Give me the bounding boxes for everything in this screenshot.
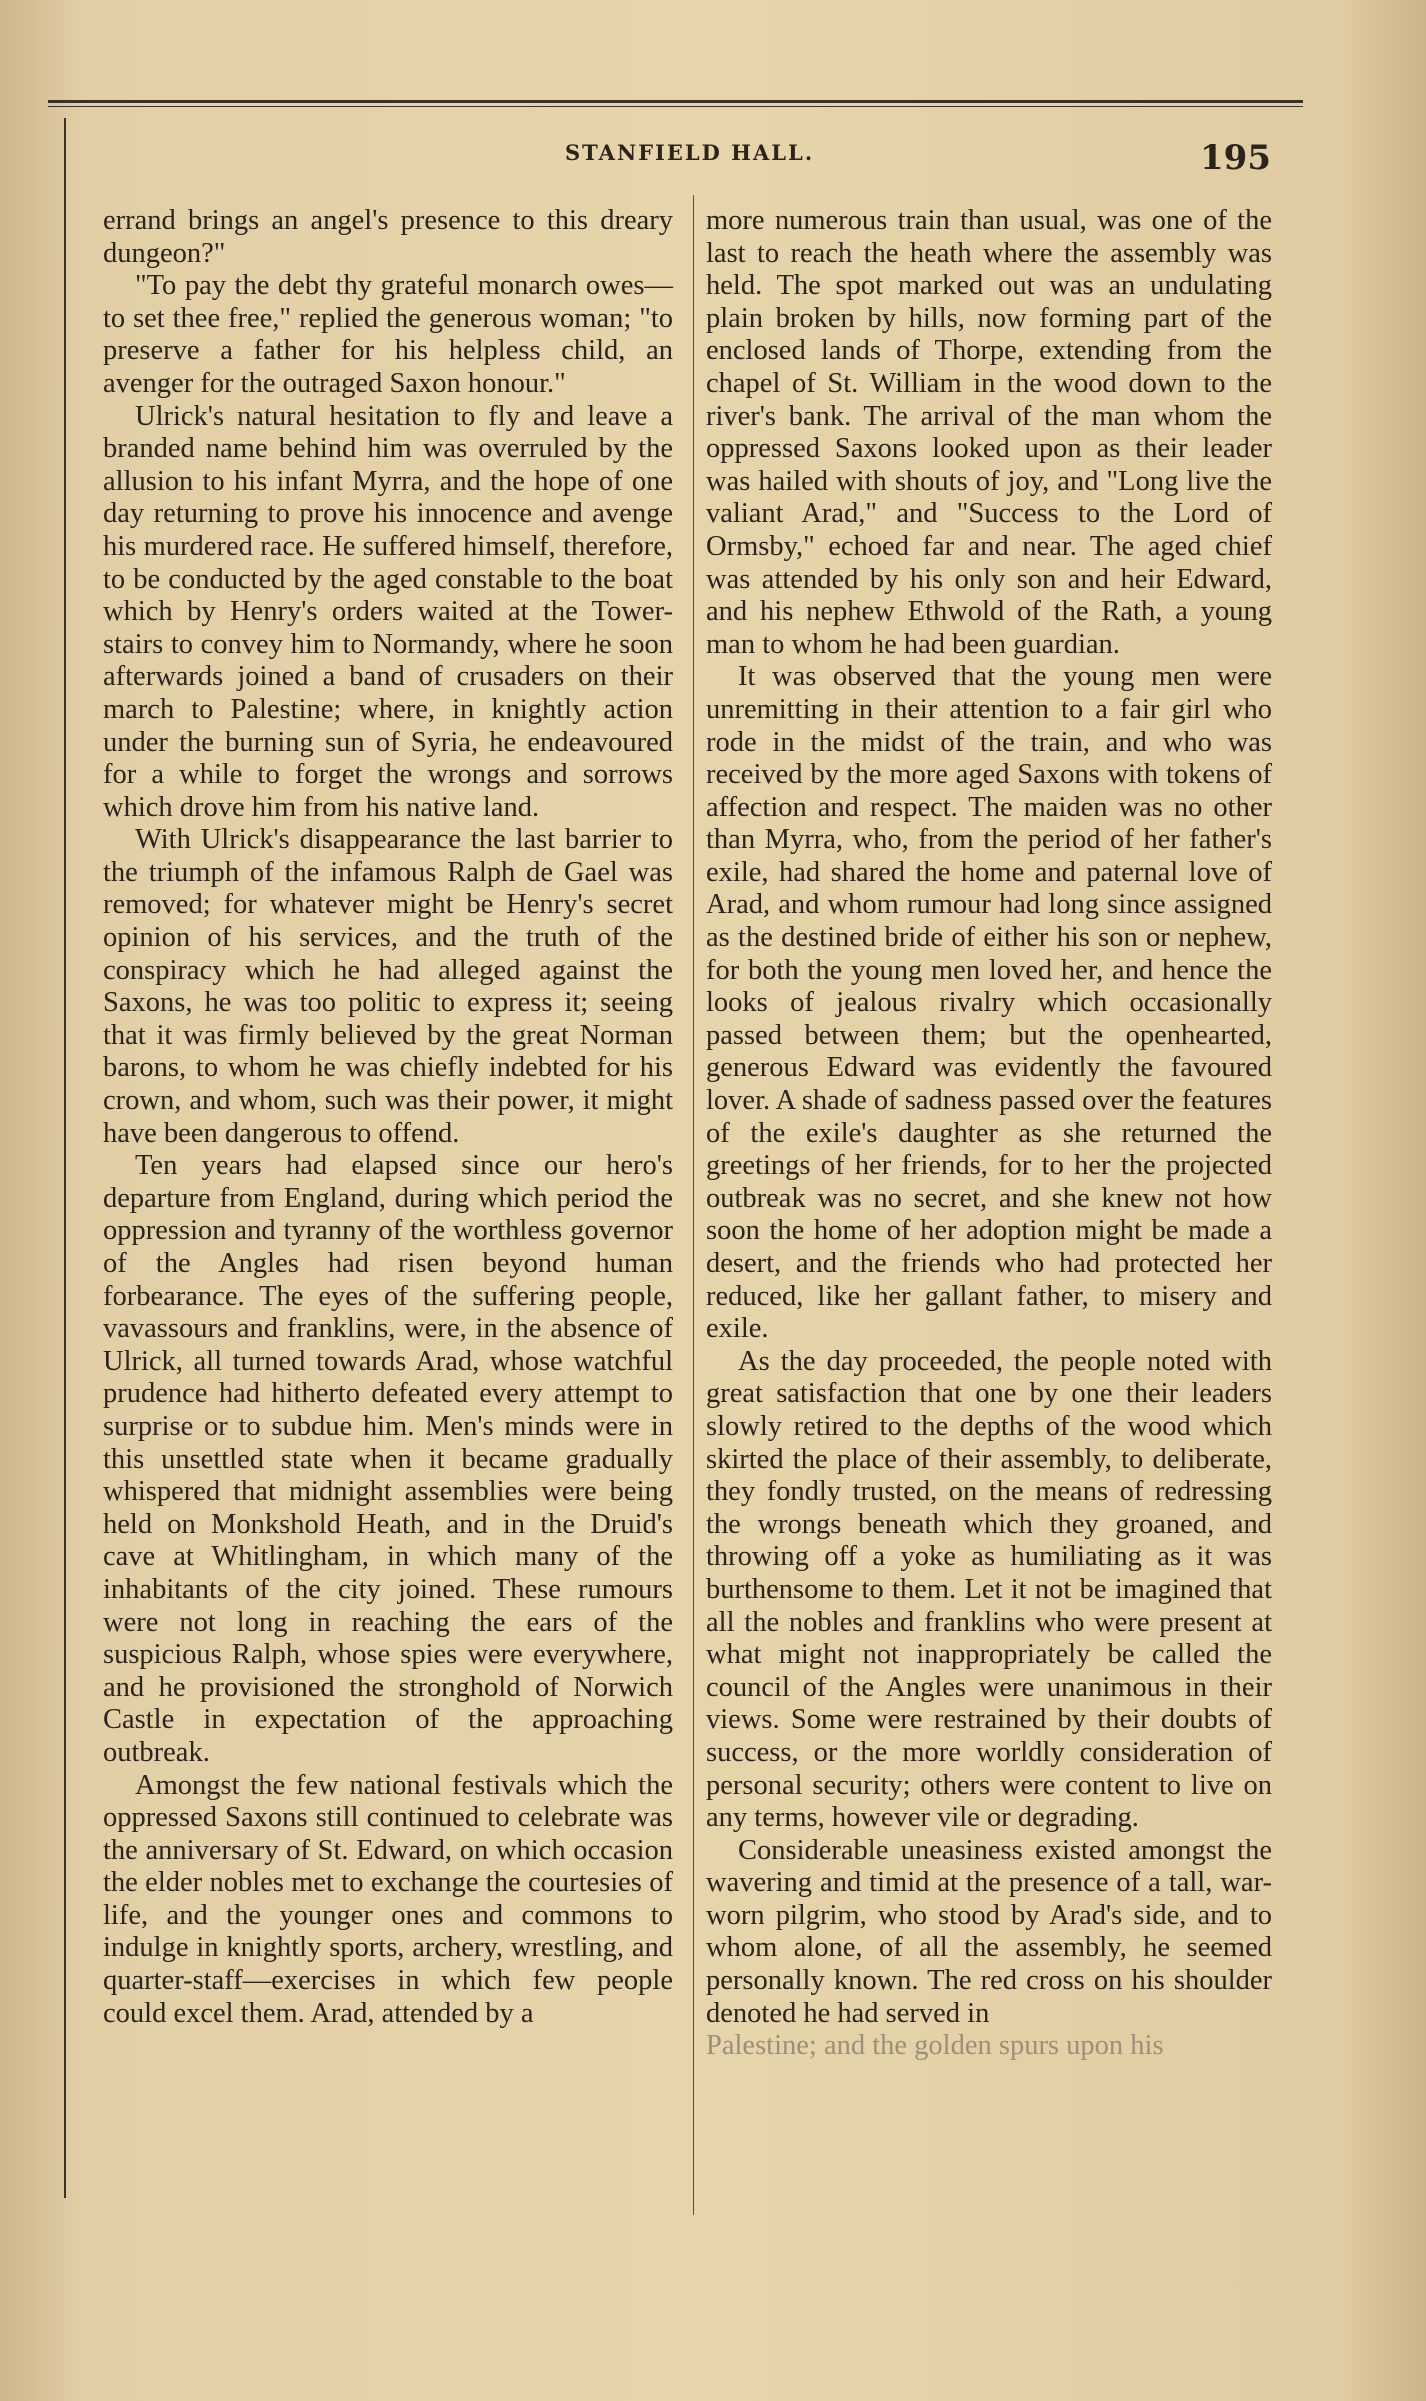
faded-last-line: Palestine; and the golden spurs upon his (706, 2030, 1164, 2062)
paragraph: errand brings an angel's presence to this dreary dungeon?" (103, 205, 673, 269)
paragraph: Ten years had elapsed since our hero's departure from England, during which period the oppression and tyranny of the worthless governor of the Angles had risen beyond human forbearance. The eyes of the suffering people, vavassours and franklins, were, in the absence of Ulrick, all turned towards Arad, whose watchful prudence had hitherto defeated every attempt to surprise or to subdue him. Men's minds were in this unsettled state when it became gradually whispered that midnight assemblies were being held on Monkshold Heath, and in the Druid's cave at Whitlingham, in which many of the inhabitants of the city joined. These rumours were not long in reaching the ears of the suspicious Ralph, whose spies were everywhere, and he provisioned the stronghold of Norwich Castle in expectation of the approaching outbreak. (103, 1150, 673, 1768)
paragraph: more numerous train than usual, was one of the last to reach the heath where the assembly was held. The spot marked out was an undulating plain broken by hills, now forming part of the enclosed lands of Thorpe, extending from the chapel of St. William in the wood down to the river's bank. The arrival of the man whom the oppressed Saxons looked upon as their leader was hailed with shouts of joy, and "Long live the valiant Arad," and "Success to the Lord of Ormsby," echoed far and near. The aged chief was attended by his only son and heir Edward, and his nephew Ethwold of the Rath, a young man to whom he had been guardian. (706, 205, 1272, 660)
paragraph: It was observed that the young men were unremitting in their attention to a fair girl who rode in the midst of the train, and who was received by the more aged Saxons with tokens of affection and respect. The maiden was no other than Myrra, who, from the period of her father's exile, had shared the home and paternal love of Arad, and whom rumour had long since assigned as the destined bride of either his son or nephew, for both the young men loved her, and hence the looks of jealous rivalry which occasionally passed between them; but the openhearted, generous Edward was evidently the favoured lover. A shade of sadness passed over the features of the exile's daughter as she returned the greetings of her friends, for to her the projected outbreak was no secret, and she knew not how soon the home of her adoption might be made a desert, and the friends who had protected her reduced, like her gallant father, to misery and exile. (706, 661, 1272, 1345)
left-column (103, 205, 673, 2030)
right-column (706, 205, 1272, 2063)
paragraph: Ulrick's natural hesitation to fly and leave a branded name behind him was overruled by the allusion to his infant Myrra, and the hope of one day returning to prove his innocence and avenge his murdered race. He suffered himself, therefore, to be conducted by the aged constable to the boat which by Henry's orders waited at the Tower-stairs to convey him to Normandy, where he soon afterwards joined a band of crusaders on their march to Palestine; where, in knightly action under the burning sun of Syria, he endeavoured for a while to forget the wrongs and sorrows which drove him from his native land. (103, 400, 673, 823)
left-border-rule (64, 118, 66, 2198)
paragraph: As the day proceeded, the people noted with great satisfaction that one by one their leaders slowly retired to the depths of the wood which skirted the place of their assembly, to deliberate, they fondly trusted, on the means of redressing the wrongs beneath which they groaned, and throwing off a yoke as humiliating as it was burthensome to them. Let it not be imagined that all the nobles and franklins who were present at what might not inappropriately be called the council of the Angles were unanimous in their views. Some were restrained by their doubts of success, or the more worldly consideration of personal security; others were content to live on any terms, however vile or degrading. (706, 1345, 1272, 1834)
paragraph: With Ulrick's disappearance the last barrier to the triumph of the infamous Ralph de Gael was removed; for whatever might be Henry's secret opinion of his services, and the truth of the conspiracy which he had alleged against the Saxons, he was too politic to express it; seeing that it was firmly believed by the great Norman barons, to whom he was chiefly indebted for his crown, and whom, such was their power, it might have been dangerous to offend. (103, 824, 673, 1149)
column-divider-rule (693, 195, 694, 2215)
paragraph: Considerable uneasiness existed amongst the wavering and timid at the presence of a tall, war-worn pilgrim, who stood by Arad's side, and to whom alone, of all the assembly, he seemed personally known. The red cross on his shoulder denoted he had served in (706, 1834, 1272, 2029)
paragraph: "To pay the debt thy grateful monarch owes—to set thee free," replied the generous woman; "to preserve a father for his helpless child, an avenger for the outraged Saxon honour." (103, 270, 673, 399)
top-border-rule (48, 100, 1303, 107)
running-title: STANFIELD HALL. (565, 140, 815, 165)
paragraph: Amongst the few national festivals which the oppressed Saxons still continued to celebrate was the anniversary of St. Edward, on which occasion the elder nobles met to exchange the courtesies of life, and the younger ones and commons to indulge in knightly sports, archery, wrestling, and quarter-staff—exercises in which few people could excel them. Arad, attended by a (103, 1769, 673, 2029)
page-number: 195 (1200, 138, 1271, 178)
